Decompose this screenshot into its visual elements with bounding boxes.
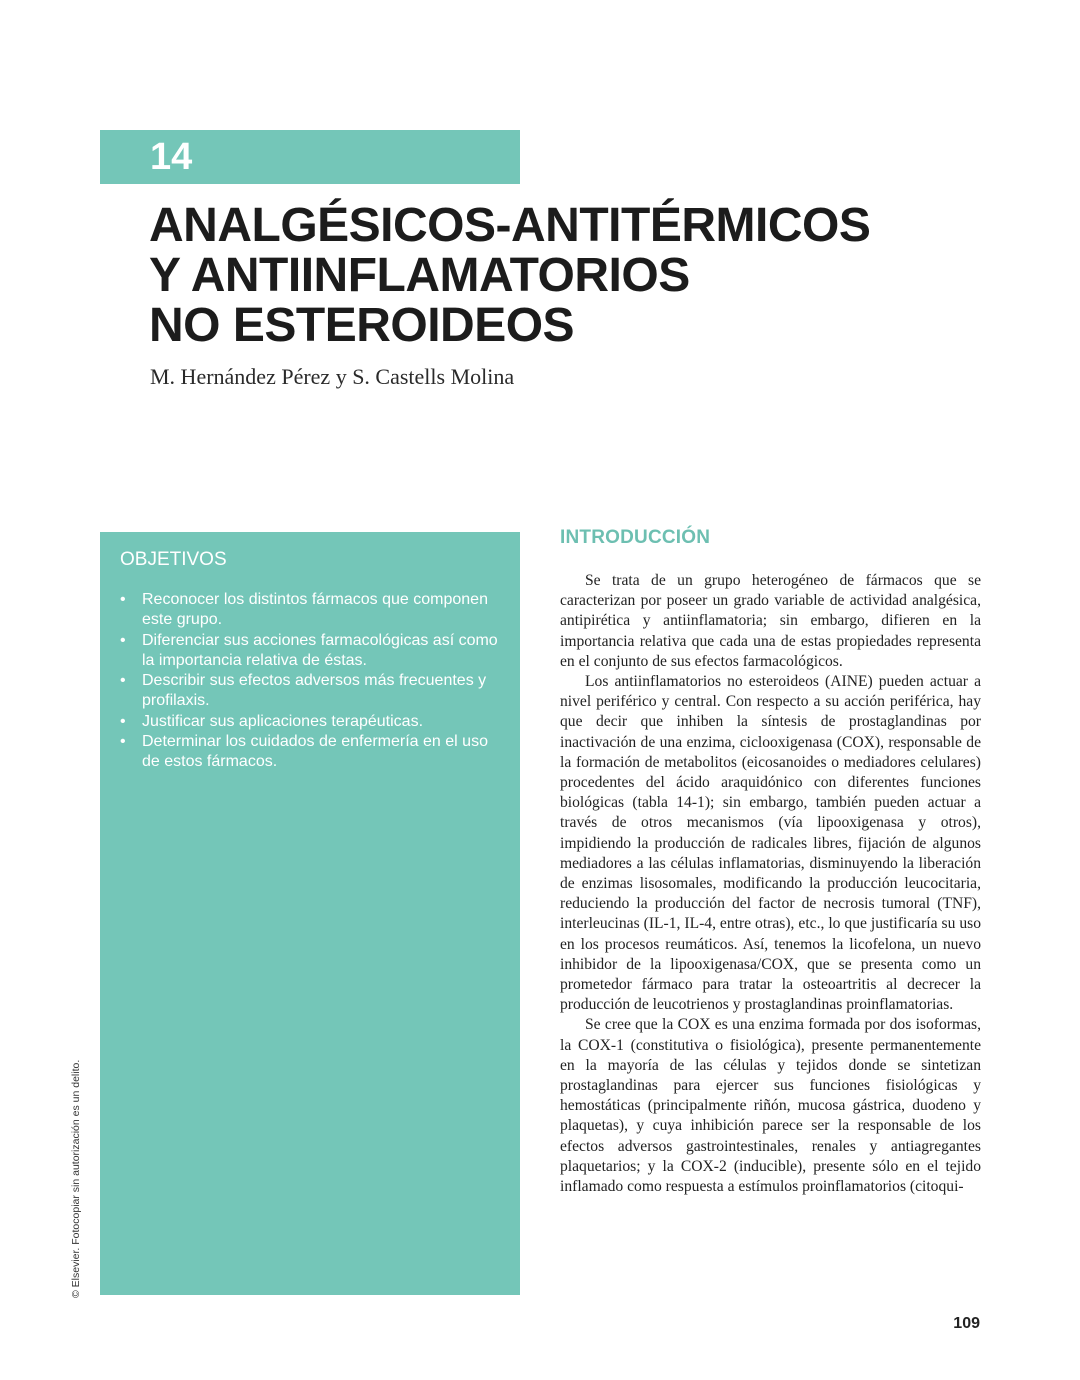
objective-item <box>120 732 510 773</box>
objective-text: Determinar los cuidados de enfermería en el uso de estos fármacos. <box>142 733 488 771</box>
objective-text: Reconocer los distintos fármacos que componen este grupo. <box>142 591 488 629</box>
chapter-authors: M. Hernández Pérez y S. Castells Molina <box>150 364 515 389</box>
introduction-body <box>560 571 981 1197</box>
body-paragraph: Se cree que la COX es una enzima formada por dos isoformas, la COX-1 (constitutiva o fisiológica), presente permanentemente en la mayoría de las células y tejidos donde se sintetizan prostaglandinas para ejercer sus funciones fisiológicas y hemostáticas (principalmente riñón, mucosa gástrica, duodeno y plaquetas), y cuya inhibición parece ser la responsable de los efectos adversos gastrointestinales, renales y antiagregantes plaquetarios; y la COX-2 (inducible), presente sólo en el tejido inflamado como respuesta a estímulos proinflamatorios (citoqui- <box>560 1016 981 1196</box>
bullet-icon: • <box>120 672 126 690</box>
objective-item <box>120 712 510 732</box>
chapter-title-line: Y ANTIINFLAMATORIOS <box>149 249 690 302</box>
body-paragraph: Se trata de un grupo heterogéneo de fármacos que se caracterizan por poseer un grado variable de actividad analgésica, antipirética y antiinflamatoria; sin embargo, difieren en la importancia relativa que cada una de estas propiedades representa en el conjunto de sus efectos farmacológicos. <box>560 572 981 670</box>
objective-text: Justificar sus aplicaciones terapéuticas. <box>142 712 424 730</box>
objectives-title: OBJETIVOS <box>120 549 227 570</box>
bullet-icon: • <box>120 712 126 730</box>
page-number: 109 <box>953 1315 980 1332</box>
copyright-notice: © Elsevier. Fotocopiar sin autorización es un delito. <box>70 1059 82 1298</box>
objective-item <box>120 590 510 631</box>
chapter-title-line: NO ESTEROIDEOS <box>149 299 575 352</box>
bullet-icon: • <box>120 733 126 751</box>
objective-item <box>120 671 510 712</box>
chapter-title-line: ANALGÉSICOS-ANTITÉRMICOS <box>149 199 871 252</box>
bullet-icon: • <box>120 591 126 608</box>
body-paragraph: Los antiinflamatorios no esteroideos (AINE) pueden actuar a nivel periférico y central. Con respecto a su acción periférica, hay que decir que inhiben la síntesis de prostaglandinas por inactivación de una enzima, ciclooxigenasa (COX), responsable de la formación de metabolitos (eicosanoides o mediadores celulares) procedentes del ácido araquidónico con diferentes funciones biológicas (tabla 14-1); sin embargo, también pueden actuar a través de otros mecanismos (vía lipooxigenasa y otros), impidiendo la producción de radicales libres, fijación de algunos mediadores a las células inflamatorias, disminuyendo la liberación de enzimas lisosomales, modificando la producción leucocitaria, reduciendo la producción del factor de necrosis tumoral (TNF), interleucinas (IL-1, IL-4, entre otras), etc., lo que justificaría su uso en los procesos reumáticos. Así, tenemos la licofelona, un nuevo inhibidor de la lipooxigenasa/COX, que se presenta como un prometedor fármaco para tratar la osteoartritis al decrecer la producción de leucotrienos y prostaglandinas proinflamatorias. <box>560 673 981 1014</box>
chapter-number-band <box>100 130 520 184</box>
objective-text: Diferenciar sus acciones farmacológicas así como la importancia relativa de éstas. <box>142 631 498 669</box>
chapter-title <box>149 201 870 351</box>
objectives-box <box>100 532 520 1295</box>
objectives-list <box>120 590 510 773</box>
bullet-icon: • <box>120 631 126 649</box>
introduction-heading: INTRODUCCIÓN <box>560 527 711 548</box>
objective-item <box>120 631 510 672</box>
objective-text: Describir sus efectos adversos más frecuentes y profilaxis. <box>142 672 487 710</box>
chapter-number: 14 <box>150 136 193 178</box>
